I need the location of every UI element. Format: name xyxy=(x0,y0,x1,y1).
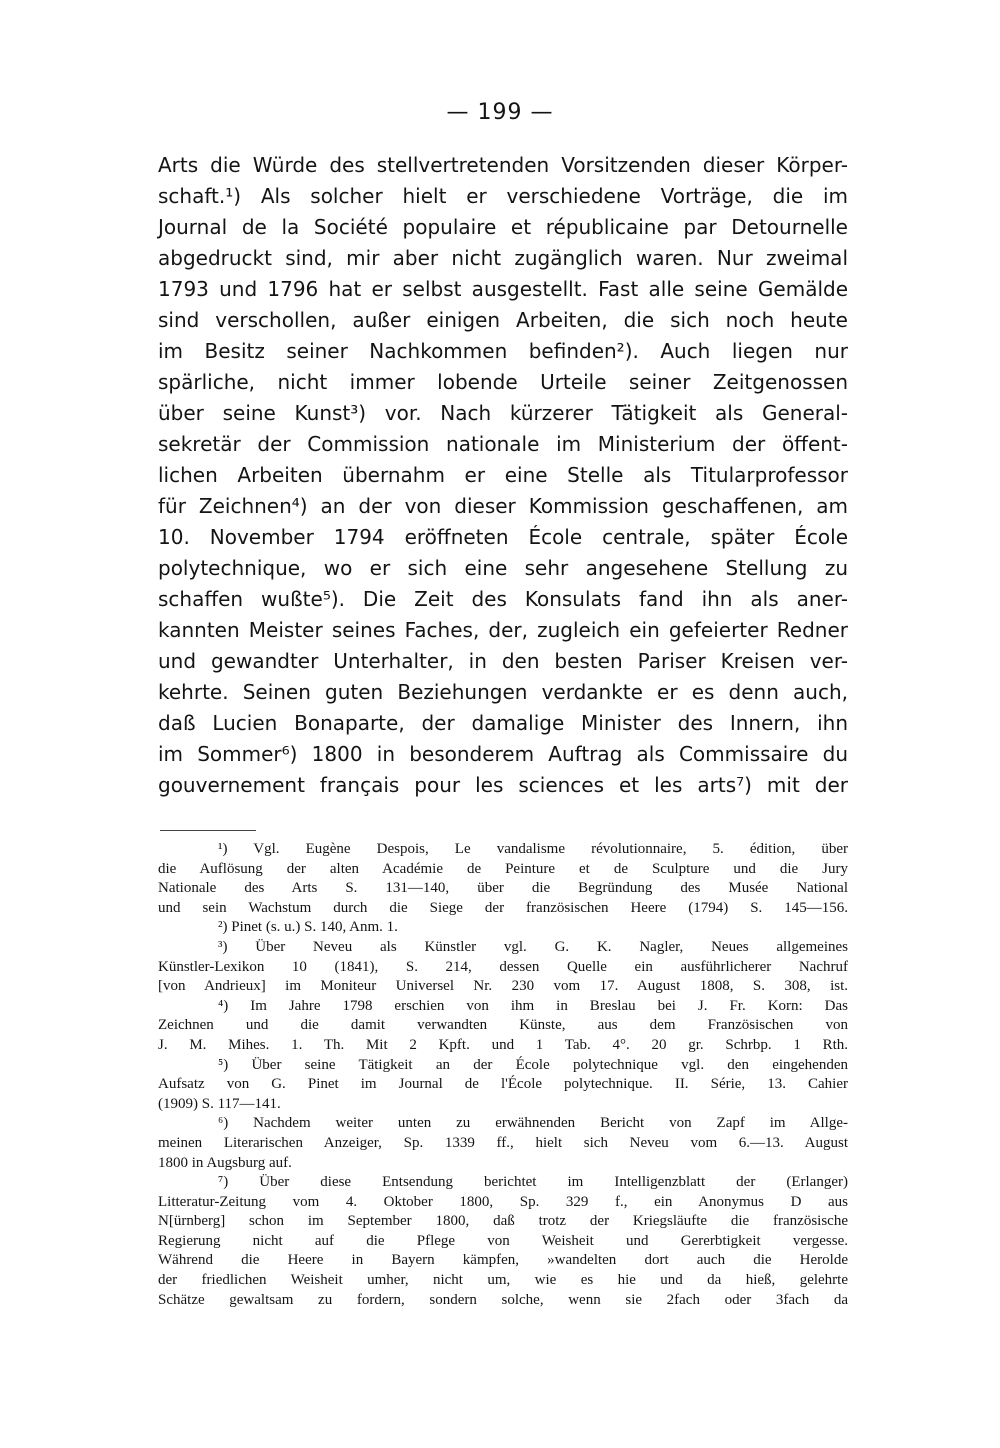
footnote-rule xyxy=(160,830,256,831)
body-line: schaffen wußte⁵). Die Zeit des Konsulats fand ihn als aner- xyxy=(158,587,848,611)
body-line: 10. November 1794 eröffneten École centrale, später École xyxy=(158,525,848,549)
footnote-line: ¹) Vgl. Eugène Despois, Le vandalisme révolutionnaire, 5. édition, über xyxy=(218,841,848,857)
footnote-line: ⁶) Nachdem weiter unten zu erwähnenden Bericht von Zapf im Allge- xyxy=(218,1115,848,1132)
body-line: lichen Arbeiten übernahm er eine Stelle als Titularprofessor xyxy=(158,463,848,487)
body-line: Journal de la Société populaire et républicaine par Detournelle xyxy=(158,215,848,239)
body-line: abgedruckt sind, mir aber nicht zugänglich waren. Nur zweimal xyxy=(158,246,848,270)
footnote-line: die Auflösung der alten Académie de Peinture et de Sculpture und die Jury xyxy=(158,860,848,877)
body-line: polytechnique, wo er sich eine sehr angesehene Stellung zu xyxy=(158,556,848,580)
footnote-line: Künstler-Lexikon 10 (1841), S. 214, dessen Quelle ein ausführlicherer Nachruf xyxy=(158,958,848,975)
body-line: kehrte. Seinen guten Beziehungen verdankte er es denn auch, xyxy=(158,680,848,704)
body-line: spärliche, nicht immer lobende Urteile seiner Zeitgenossen xyxy=(158,370,848,394)
footnote-line: ⁵) Über seine Tätigkeit an der École polytechnique vgl. den eingehenden xyxy=(218,1056,848,1073)
footnote-line: ³) Über Neveu als Künstler vgl. G. K. Nagler, Neues allgemeines xyxy=(218,938,848,955)
footnote-line: der friedlichen Weisheit umher, nicht um, wie es hie und da hieß, gelehrte xyxy=(158,1272,848,1289)
footnote-line: Litteratur-Zeitung vom 4. Oktober 1800, Sp. 329 f., ein Anonymus D aus xyxy=(158,1193,848,1210)
footnote-line: Nationale des Arts S. 131—140, über die Begründung des Musée National xyxy=(158,880,848,897)
body-line: Arts die Würde des stellvertretenden Vorsitzenden dieser Körper- xyxy=(158,153,848,177)
footnote-line: N[ürnberg] schon im September 1800, daß trotz der Kriegsläufte die französische xyxy=(158,1213,848,1230)
footnote-line: Während die Heere in Bayern kämpfen, »wandelten dort auch die Herolde xyxy=(158,1252,848,1269)
body-line: 1793 und 1796 hat er selbst ausgestellt. Fast alle seine Gemälde xyxy=(158,277,848,301)
body-line: für Zeichnen⁴) an der von dieser Kommission geschaffenen, am xyxy=(158,494,848,518)
body-line: und gewandter Unterhalter, in den besten Pariser Kreisen ver- xyxy=(158,649,848,673)
body-line: schaft.¹) Als solcher hielt er verschiedene Vorträge, die im xyxy=(158,184,848,208)
page-number: — 199 — xyxy=(446,100,554,125)
footnote-line: meinen Literarischen Anzeiger, Sp. 1339 ff., hielt sich Neveu vom 6.—13. August xyxy=(158,1134,848,1151)
footnote-line: 1800 in Augsburg auf. xyxy=(158,1154,292,1171)
footnote-line: J. M. Mihes. 1. Th. Mit 2 Kpft. und 1 Tab. 4°. 20 gr. Schrbp. 1 Rth. xyxy=(158,1036,848,1053)
body-line: sind verschollen, außer einigen Arbeiten, die sich noch heute xyxy=(158,308,848,332)
footnote-line: (1909) S. 117—141. xyxy=(158,1095,281,1112)
footnote-line: Schätze gewaltsam zu fordern, sondern solche, wenn sie 2fach oder 3fach da xyxy=(158,1291,848,1308)
body-line: daß Lucien Bonaparte, der damalige Minister des Innern, ihn xyxy=(158,711,848,735)
footnotes xyxy=(158,840,848,1310)
footnote-line: ²) Pinet (s. u.) S. 140, Anm. 1. xyxy=(218,919,398,936)
footnote-line: [von Andrieux] im Moniteur Universel Nr. 230 vom 17. August 1808, S. 308, ist. xyxy=(158,978,848,995)
body-line: sekretär der Commission nationale im Ministerium der öffent- xyxy=(158,432,848,456)
body-line: im Besitz seiner Nachkommen befinden²). Auch liegen nur xyxy=(158,339,848,363)
footnote-line: Aufsatz von G. Pinet im Journal de l'École polytechnique. II. Série, 13. Cahier xyxy=(158,1076,848,1093)
footnote-line: ⁴) Im Jahre 1798 erschien von ihm in Breslau bei J. Fr. Korn: Das xyxy=(218,997,848,1014)
footnote-line: Zeichnen und die damit verwandten Künste, aus dem Französischen von xyxy=(158,1017,848,1034)
body-line: gouvernement français pour les sciences et les arts⁷) mit der xyxy=(158,773,848,797)
body-line: über seine Kunst³) vor. Nach kürzerer Tätigkeit als General- xyxy=(158,401,848,425)
footnote-line: ⁷) Über diese Entsendung berichtet im Intelligenzblatt der (Erlanger) xyxy=(218,1174,848,1191)
body-text xyxy=(158,150,848,801)
footnote-line: und sein Wachstum durch die Siege der französischen Heere (1794) S. 145—156. xyxy=(158,899,848,916)
body-line: kannten Meister seines Faches, der, zugleich ein gefeierter Redner xyxy=(158,618,848,642)
body-line: im Sommer⁶) 1800 in besonderem Auftrag als Commissaire du xyxy=(158,742,848,766)
footnote-line: Regierung nicht auf die Pflege von Weisheit und Gererbtigkeit vergesse. xyxy=(158,1232,848,1249)
